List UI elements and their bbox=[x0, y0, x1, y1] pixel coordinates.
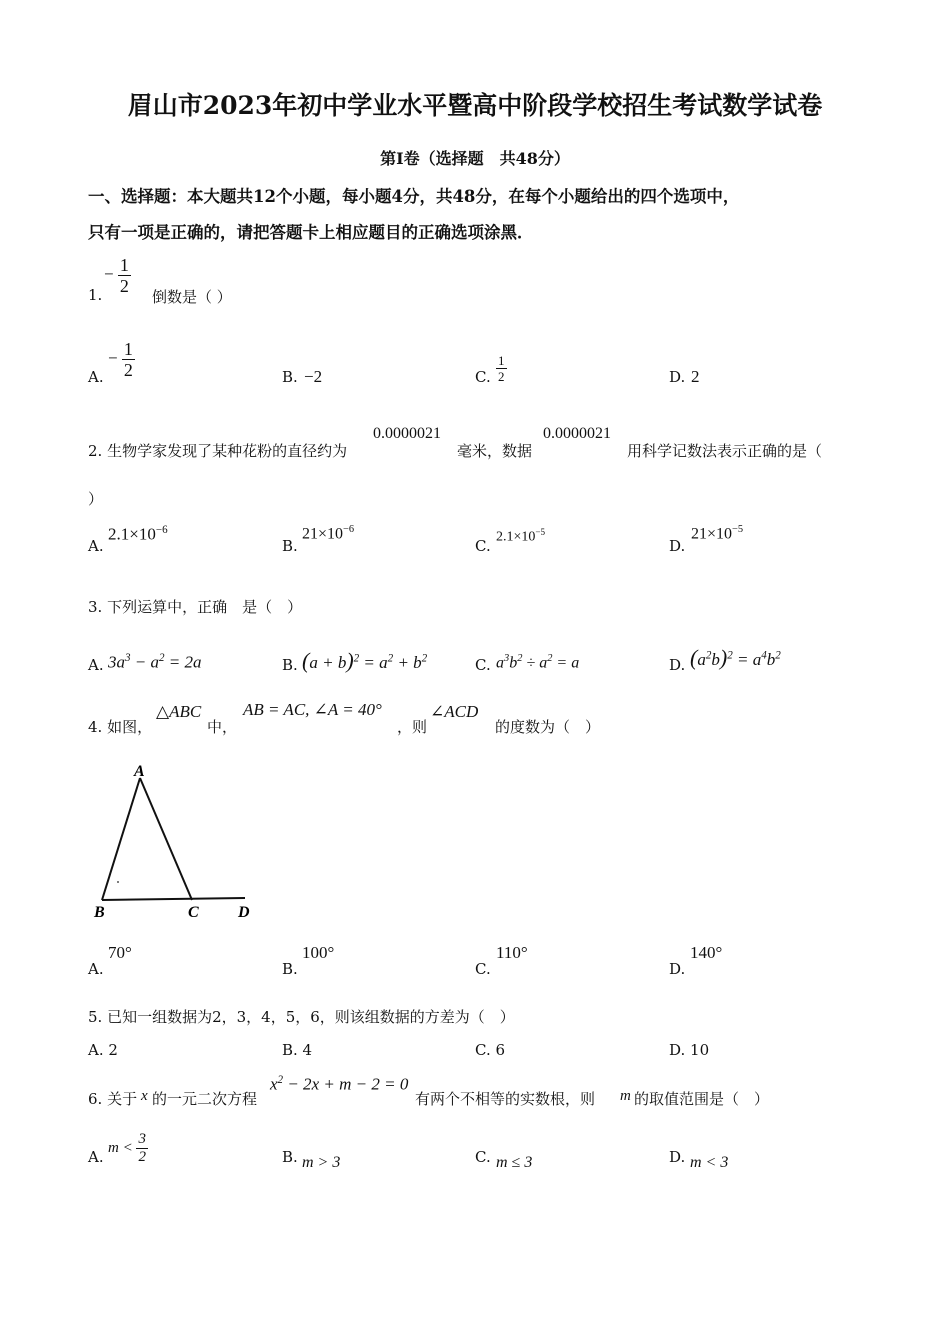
q4-option-b-value: 100° bbox=[302, 943, 335, 962]
q1-option-c-label: C. bbox=[475, 368, 491, 386]
q1-option-d-value: 2 bbox=[691, 367, 700, 386]
q2-text-2: 毫米，数据 bbox=[457, 442, 533, 460]
q2-option-c-value: $2.1\times 10^{-5}$ bbox=[496, 527, 546, 545]
exam-title: 眉山市2023年初中学业水平暨高中阶段学校招生考试数学试卷 bbox=[127, 91, 823, 120]
q6-text-1: 6. 关于 bbox=[88, 1090, 138, 1108]
q4-text-1: 4. 如图， bbox=[88, 718, 153, 736]
q5-option-d: D. 10 bbox=[669, 1041, 710, 1059]
q4-option-d-label: D. bbox=[669, 960, 686, 978]
q3-option-a-label: A. bbox=[88, 656, 104, 674]
q2-option-b-value: $21\times 10^{-6}$ bbox=[302, 524, 355, 543]
instructions-line-1: 一、选择题：本大题共12个小题，每小题4分，共48分，在每个小题给出的四个选项中， bbox=[88, 187, 740, 206]
instructions-line-2: 只有一项是正确的，请把答题卡上相应题目的正确选项涂黑． bbox=[88, 223, 534, 242]
section-title: 第I卷（选择题 共48分） bbox=[380, 149, 570, 168]
q3-option-a-value: $3a^3 - a^2 = 2a$ bbox=[108, 652, 202, 672]
q4-triangle-figure bbox=[88, 760, 268, 925]
q6-option-c-value: m ≤ 3 bbox=[496, 1154, 533, 1171]
segment-bd bbox=[102, 898, 245, 900]
q1-option-b-value: −2 bbox=[304, 367, 323, 386]
q4-option-c-label: C. bbox=[475, 960, 491, 978]
q2-value-1: 0.0000021 bbox=[373, 425, 441, 442]
q1-option-d-label: D. bbox=[669, 368, 686, 386]
q4-option-a-label: A. bbox=[88, 960, 104, 978]
q1-option-c-value: $\frac{1}{2}$ bbox=[498, 353, 505, 384]
q6-option-b-label: B. bbox=[282, 1148, 298, 1166]
point-label-b: B bbox=[94, 904, 105, 921]
q1-text: 倒数是（ ） bbox=[152, 288, 232, 306]
q2-option-b-label: B. bbox=[282, 537, 298, 555]
q6-option-c-label: C. bbox=[475, 1148, 491, 1166]
q2-text-1: 2. 生物学家发现了某种花粉的直径约为 bbox=[88, 442, 348, 460]
q6-var-x: x bbox=[141, 1088, 148, 1104]
q4-triangle: △ABC bbox=[156, 702, 202, 721]
q1-option-b-label: B. bbox=[282, 368, 298, 386]
q6-text-2: 的一元二次方程 bbox=[152, 1090, 258, 1108]
q6-option-a-value: m < $\frac{3}{2}$ bbox=[108, 1131, 146, 1165]
q6-option-b-value: m > 3 bbox=[302, 1154, 341, 1171]
q4-text-3: ，则 bbox=[397, 718, 428, 736]
q1-option-a-value: − $\frac{1}{2}$ bbox=[108, 339, 133, 380]
segment-ac bbox=[140, 778, 192, 900]
q2-value-2: 0.0000021 bbox=[543, 425, 611, 442]
q1-option-a-label: A. bbox=[88, 368, 104, 386]
q2-option-c-label: C. bbox=[475, 537, 491, 555]
q4-option-a-value: 70° bbox=[108, 943, 132, 962]
q3-text: 3. 下列运算中，正确 是（ ） bbox=[88, 598, 303, 616]
q6-equation: $x^2 - 2x + m - 2 = 0$ bbox=[270, 1074, 409, 1094]
point-label-c: C bbox=[188, 904, 199, 921]
q6-text-3: 有两个不相等的实数根，则 bbox=[415, 1090, 596, 1108]
point-label-a: A bbox=[134, 763, 145, 780]
q6-option-d-label: D. bbox=[669, 1148, 686, 1166]
q5-text: 5. 已知一组数据为2，3，4，5，6，则该组数据的方差为（ ） bbox=[88, 1008, 515, 1026]
q4-angle: ∠ACD bbox=[430, 702, 479, 721]
q4-condition: AB = AC, ∠A = 40° bbox=[243, 700, 382, 719]
q1-fraction: − $\frac{1}{2}$ bbox=[104, 255, 129, 296]
q6-option-d-value: m < 3 bbox=[690, 1154, 729, 1171]
q4-text-2: 中， bbox=[207, 718, 238, 736]
q2-option-a-label: A. bbox=[88, 537, 104, 555]
q4-text-4: 的度数为（ ） bbox=[495, 718, 601, 736]
stray-dot bbox=[117, 881, 119, 883]
q6-var-m: m bbox=[620, 1088, 631, 1104]
point-label-d: D bbox=[238, 904, 250, 921]
q6-option-a-label: A. bbox=[88, 1148, 104, 1166]
q4-option-b-label: B. bbox=[282, 960, 298, 978]
q2-option-a-value: $2.1\times 10^{-6}$ bbox=[108, 524, 168, 544]
q3-option-d-value: $(a^2b)^2 = a^4b^2$ bbox=[690, 645, 781, 670]
segment-ab bbox=[102, 778, 140, 900]
q2-text-4: ） bbox=[88, 490, 104, 508]
q5-option-a: A. 2 bbox=[88, 1041, 118, 1059]
q3-option-d-label: D. bbox=[669, 656, 686, 674]
q5-option-b: B. 4 bbox=[282, 1041, 313, 1059]
q3-option-c-label: C. bbox=[475, 656, 491, 674]
q4-option-d-value: 140° bbox=[690, 943, 723, 962]
q2-option-d-label: D. bbox=[669, 537, 686, 555]
q3-option-b-label: B. bbox=[282, 656, 298, 674]
q6-text-4: 的取值范围是（ ） bbox=[634, 1090, 770, 1108]
q2-option-d-value: $21\times 10^{-5}$ bbox=[691, 524, 744, 543]
q1-number: 1. bbox=[88, 286, 103, 304]
q4-option-c-value: 110° bbox=[496, 943, 528, 962]
q3-option-c-value: $a^3b^2 \div a^2 = a$ bbox=[496, 653, 580, 672]
q3-option-b-value: $(a + b)^2 = a^2 + b^2$ bbox=[302, 648, 428, 673]
q5-option-c: C. 6 bbox=[475, 1041, 506, 1059]
q2-text-3: 用科学记数法表示正确的是（ bbox=[627, 442, 823, 460]
